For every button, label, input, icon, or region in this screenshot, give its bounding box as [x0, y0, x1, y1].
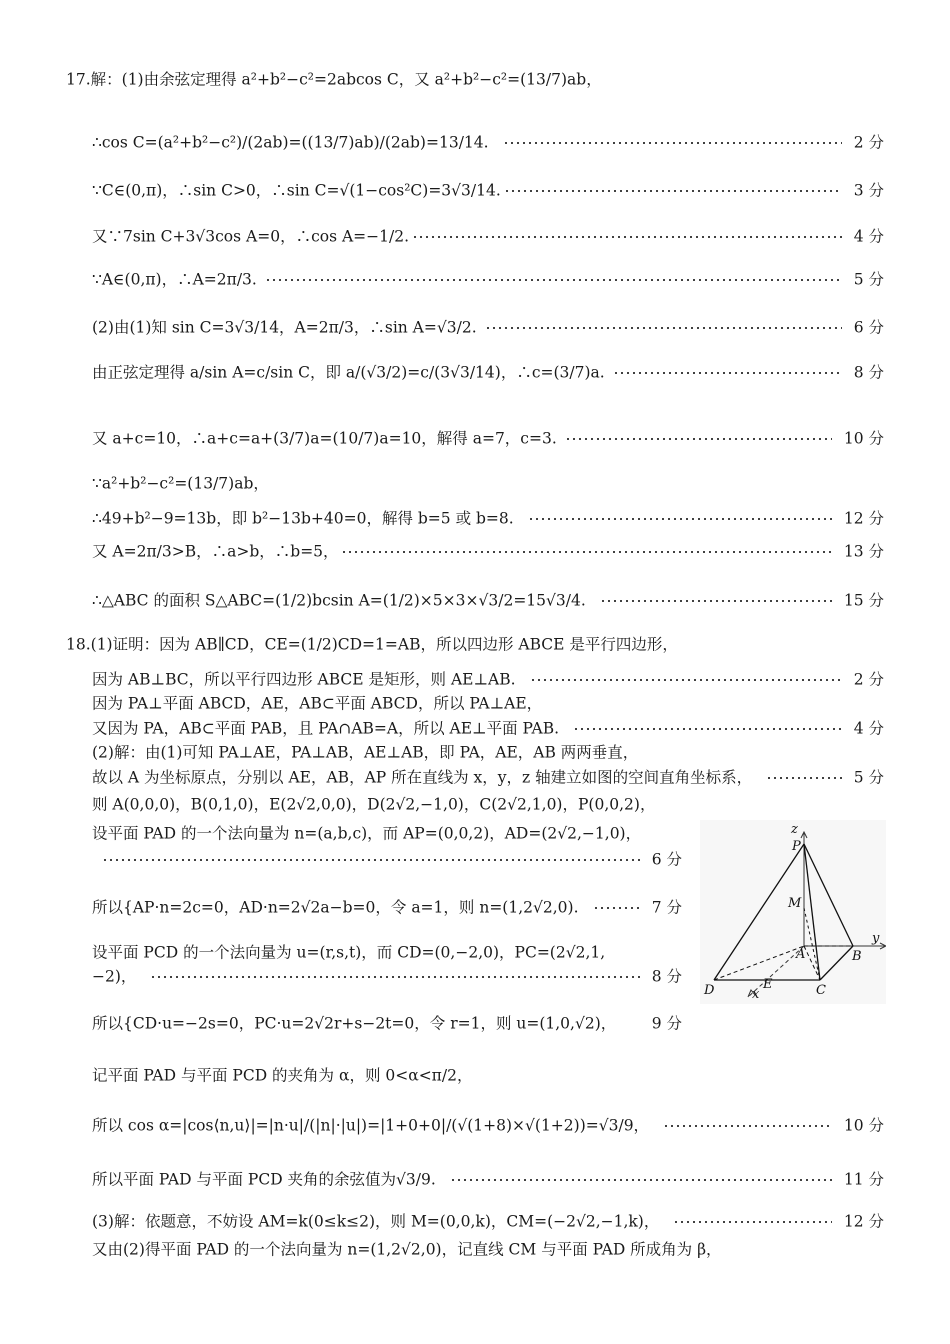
label-z: z — [791, 822, 798, 837]
score-label: 4 分 — [853, 719, 884, 738]
leader-dots — [600, 599, 832, 603]
leader-dots — [503, 141, 842, 145]
text-line: 因为 PA⊥平面 ABCD，AE，AB⊂平面 ABCD，所以 PA⊥AE， — [92, 694, 543, 713]
text-line: 设平面 PCD 的一个法向量为 u=(r,s,t)，而 CD=(0,−2,0)，PC=(2√2,1, — [92, 943, 606, 962]
label-C: C — [816, 983, 826, 998]
score-label: 8 分 — [651, 967, 682, 986]
label-A: A — [796, 947, 806, 962]
score-label: 4 分 — [853, 227, 884, 246]
text-line: (2)由(1)知 sin C=3√3/14，A=2π/3，∴sin A=√3/2. — [92, 318, 477, 337]
leader-dots — [766, 776, 842, 780]
text-line: 设平面 PAD 的一个法向量为 n=(a,b,c)，而 AP=(0,0,2)，AD=(2√2,−1,0)， — [92, 824, 642, 843]
leader-dots — [573, 727, 842, 731]
label-P: P — [792, 839, 801, 854]
score-label: 11 分 — [843, 1170, 884, 1189]
text-line: ∵C∈(0,π)，∴sin C>0，∴sin C=√(1−cos²C)=3√3/14. — [92, 181, 501, 200]
text-line: 18.(1)证明：因为 AB∥CD，CE=(1/2)CD=1=AB，所以四边形 ABCE 是平行四边形， — [66, 635, 678, 654]
text-line: ∴△ABC 的面积 S△ABC=(1/2)bcsin A=(1/2)×5×3×√3/2=15√3/4. — [92, 591, 586, 610]
text-line: 又∵7sin C+3√3cos A=0，∴cos A=−1/2. — [92, 227, 410, 246]
label-x: x — [752, 987, 760, 1002]
score-label: 2 分 — [853, 133, 884, 152]
text-line: 所以{CD·u=−2s=0，PC·u=2√2r+s−2t=0，令 r=1，则 u=(1,0,√2)， — [92, 1014, 617, 1033]
label-D: D — [704, 983, 715, 998]
text-line: 记平面 PAD 与平面 PCD 的夹角为 α，则 0<α<π/2， — [92, 1066, 473, 1085]
text-line: 又 A=2π/3>B，∴a>b，∴b=5， — [92, 542, 339, 561]
label-B: B — [852, 949, 862, 964]
leader-dots — [341, 550, 832, 554]
text-line: 所以 cos α=|cos⟨n,u⟩|=|n·u|/(|n|·|u|)=|1+0+0|/(√(1+8)×√(1+2))=√3/9， — [92, 1116, 650, 1135]
label-y: y — [872, 931, 880, 946]
score-label: 10 分 — [843, 429, 884, 448]
leader-dots — [412, 235, 842, 239]
score-label: 10 分 — [843, 1116, 884, 1135]
score-label: 15 分 — [843, 591, 884, 610]
text-line: 因为 AB⊥BC，所以平行四边形 ABCE 是矩形，则 AE⊥AB. — [92, 670, 516, 689]
leader-dots — [673, 1220, 831, 1224]
leader-dots — [565, 437, 832, 441]
score-label: 6 分 — [853, 318, 884, 337]
leader-dots — [613, 371, 842, 375]
score-label: 3 分 — [853, 181, 884, 200]
text-line: ∵a²+b²−c²=(13/7)ab， — [92, 474, 269, 493]
leader-dots — [663, 1124, 832, 1128]
text-line: 则 A(0,0,0)，B(0,1,0)，E(2√2,0,0)，D(2√2,−1,0)，C(2√2,1,0)，P(0,0,2)， — [92, 795, 656, 814]
leader-dots — [450, 1178, 832, 1182]
pyramid-figure — [700, 820, 886, 1004]
leader-dots — [530, 678, 842, 682]
leader-dots — [150, 975, 639, 979]
score-label: 12 分 — [843, 1212, 884, 1231]
text-line: 所以平面 PAD 与平面 PCD 夹角的余弦值为√3/9. — [92, 1170, 436, 1189]
text-line: −2)， — [92, 967, 137, 986]
leader-dots — [102, 858, 640, 862]
label-M: M — [788, 896, 802, 911]
leader-dots — [485, 326, 842, 330]
text-line: 所以{AP·n=2c=0，AD·n=2√2a−b=0，令 a=1，则 n=(1,2√2,0). — [92, 898, 579, 917]
text-line: 又因为 PA，AB⊂平面 PAB，且 PA∩AB=A，所以 AE⊥平面 PAB. — [92, 719, 560, 738]
text-line: 又 a+c=10，∴a+c=a+(3/7)a=(10/7)a=10，解得 a=7，c=3. — [92, 429, 557, 448]
leader-dots — [593, 906, 640, 910]
label-E: E — [763, 977, 773, 992]
score-label: 9 分 — [651, 1014, 682, 1033]
score-label: 5 分 — [853, 768, 884, 787]
text-line: (3)解：依题意，不妨设 AM=k(0≤k≤2)，则 M=(0,0,k)，CM=(−2√2,−1,k)， — [92, 1212, 660, 1231]
text-line: ∴cos C=(a²+b²−c²)/(2ab)=((13/7)ab)/(2ab)=13/14. — [92, 133, 489, 152]
text-line: 17.解：(1)由余弦定理得 a²+b²−c²=2abcos C，又 a²+b²−c²=(13/7)ab， — [66, 70, 602, 89]
text-line: ∵A∈(0,π)，∴A=2π/3. — [92, 270, 257, 289]
score-label: 2 分 — [853, 670, 884, 689]
score-label: 13 分 — [843, 542, 884, 561]
text-line: 又由(2)得平面 PAD 的一个法向量为 n=(1,2√2,0)，记直线 CM 与平面 PAD 所成角为 β， — [92, 1240, 722, 1259]
score-label: 8 分 — [853, 363, 884, 382]
pyramid-diagram — [700, 820, 886, 1004]
leader-dots — [504, 189, 842, 193]
score-label: 7 分 — [651, 898, 682, 917]
score-label: 5 分 — [853, 270, 884, 289]
text-line: ∴49+b²−9=13b，即 b²−13b+40=0，解得 b=5 或 b=8. — [92, 509, 514, 528]
text-line: 故以 A 为坐标原点，分别以 AE，AB，AP 所在直线为 x，y，z 轴建立如图的空间直角坐标系， — [92, 768, 753, 787]
text-line: (2)解：由(1)可知 PA⊥AE，PA⊥AB，AE⊥AB，即 PA，AE，AB 两两垂直， — [92, 743, 639, 762]
text-line: 由正弦定理得 a/sin A=c/sin C，即 a/(√3/2)=c/(3√3/14)，∴c=(3/7)a. — [92, 363, 605, 382]
score-label: 12 分 — [843, 509, 884, 528]
score-label: 6 分 — [651, 850, 682, 869]
leader-dots — [265, 278, 842, 282]
leader-dots — [528, 517, 832, 521]
